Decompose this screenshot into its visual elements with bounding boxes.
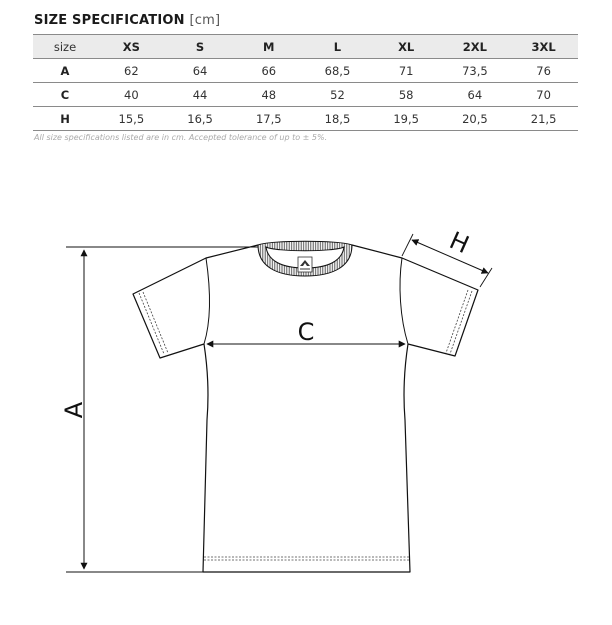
table-cell: 44	[166, 83, 235, 107]
table-cell: 18,5	[303, 107, 372, 131]
table-cell: 15,5	[97, 107, 166, 131]
table-cell: 71	[372, 59, 441, 83]
tolerance-note: All size specifications listed are in cm. Accepted tolerance of up to ± 5%.	[34, 133, 328, 142]
dimension-a-label: A	[60, 401, 88, 419]
size-header-cell: L	[303, 35, 372, 59]
dimension-h-ext-start	[402, 234, 413, 256]
table-cell: 16,5	[166, 107, 235, 131]
spec-title-text: SIZE SPECIFICATION	[34, 13, 185, 28]
table-cell: 70	[509, 83, 578, 107]
table-cell: 68,5	[303, 59, 372, 83]
row-label: A	[33, 59, 97, 83]
tshirt-outline	[133, 245, 478, 572]
table-cell: 73,5	[441, 59, 510, 83]
table-cell: 48	[234, 83, 303, 107]
size-corner-label: size	[33, 35, 97, 59]
brand-label-icon	[298, 257, 312, 272]
table-cell: 64	[166, 59, 235, 83]
table-cell: 76	[509, 59, 578, 83]
table-cell: 62	[97, 59, 166, 83]
spec-title-unit: [cm]	[189, 13, 221, 28]
size-header-cell: M	[234, 35, 303, 59]
table-cell: 52	[303, 83, 372, 107]
table-cell: 21,5	[509, 107, 578, 131]
size-header-cell: S	[166, 35, 235, 59]
size-header-cell: 3XL	[509, 35, 578, 59]
row-label: H	[33, 107, 97, 131]
table-cell: 20,5	[441, 107, 510, 131]
table-cell: 58	[372, 83, 441, 107]
size-header-cell: XL	[372, 35, 441, 59]
dimension-h-label: H	[445, 226, 474, 260]
table-cell: 17,5	[234, 107, 303, 131]
dimension-c-label: C	[297, 318, 315, 346]
table-cell: 64	[441, 83, 510, 107]
table-cell: 40	[97, 83, 166, 107]
size-header-cell: 2XL	[441, 35, 510, 59]
size-header-cell: XS	[97, 35, 166, 59]
row-label: C	[33, 83, 97, 107]
table-cell: 66	[234, 59, 303, 83]
table-cell: 19,5	[372, 107, 441, 131]
